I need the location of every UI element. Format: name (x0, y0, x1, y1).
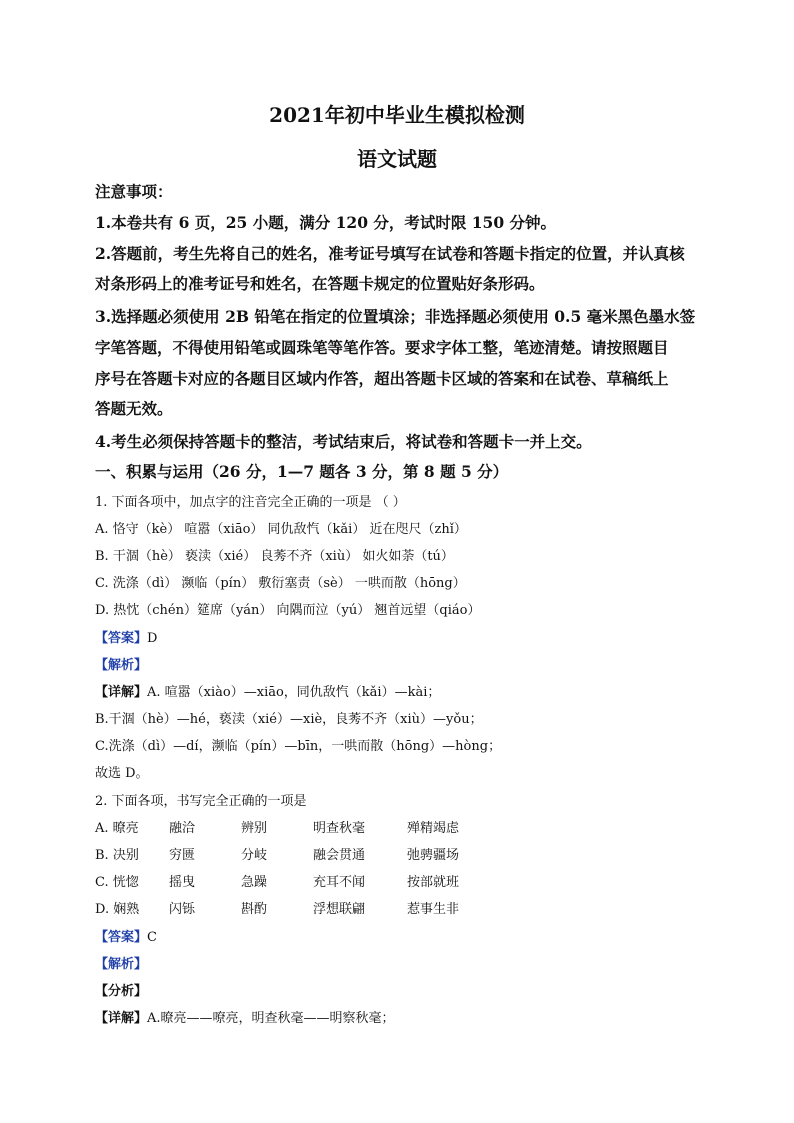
q1-detail-2: B.干涸（hè）—hé，亵渎（xié）—xiè，良莠不齐（xiù）—yǒu； (95, 712, 483, 727)
note-2-line-1: 2.答题前，考生先将自己的姓名，准考证号填写在试卷和答题卡指定的位置，并认真核 (95, 244, 685, 263)
answer-value: C (147, 930, 157, 945)
page-subtitle: 语文试题 (357, 147, 437, 171)
q2-analysis-label: 【解析】 (95, 957, 148, 972)
q1-analysis-label: 【解析】 (95, 658, 148, 673)
q1-option-b: B. 干涸（hè） 亵渎（xié） 良莠不齐（xiù） 如火如荼（tú） (95, 549, 454, 564)
q1-stem: 1. 下面各项中，加点字的注音完全正确的一项是 （ ） (95, 495, 406, 510)
detail-label: 【详解】 (95, 1011, 148, 1026)
q1-detail-3: C.洗涤（dì）—dí，濒临（pín）—bīn，一哄而散（hōng）—hòng； (95, 739, 502, 754)
q2-detail-1 (95, 1007, 395, 1026)
detail-label: 【详解】 (95, 685, 148, 700)
note-3-line-1: 3.选择题必须使用 2B 铅笔在指定的位置填涂；非选择题必须使用 0.5 毫米黑色墨水签 (95, 307, 696, 326)
note-3-line-2: 字笔答题，不得使用铅笔或圆珠笔等笔作答。要求字体工整，笔迹清楚。请按照题目 (95, 338, 669, 357)
q2-option-b: B. 决别 穷匮 分岐 融会贯通 弛骋疆场 (95, 848, 460, 863)
note-1: 1.本卷共有 6 页，25 小题，满分 120 分，考试时限 150 分钟。 (95, 213, 557, 232)
page-title: 2021年初中毕业生模拟检测 (269, 103, 525, 127)
notes-heading: 注意事项： (95, 182, 173, 201)
detail-text: A.暸亮——嘹亮，明查秋毫——明察秋毫； (147, 1011, 395, 1026)
q1-detail-1 (95, 681, 440, 700)
note-2-line-2: 对条形码上的准考证号和姓名，在答题卡规定的位置贴好条形码。 (95, 274, 545, 293)
detail-text: A. 喧嚣（xiào）—xiāo，同仇敌忾（kǎi）—kài； (147, 685, 441, 700)
q1-answer (95, 627, 157, 646)
answer-label: 【答案】 (95, 930, 148, 945)
q2-option-a: A. 暸亮 融洽 辨别 明查秋毫 殚精竭虑 (95, 821, 460, 836)
answer-value: D (147, 631, 158, 646)
q2-option-c: C. 恍惚 摇曳 急躁 充耳不闻 按部就班 (95, 875, 460, 890)
q1-conclusion: 故选 D。 (95, 766, 149, 781)
note-3-line-4: 答题无效。 (95, 399, 173, 418)
q2-answer (95, 926, 157, 945)
q2-stem: 2. 下面各项，书写完全正确的一项是 (95, 794, 307, 809)
note-4: 4.考生必须保持答题卡的整洁，考试结束后，将试卷和答题卡一并上交。 (95, 432, 592, 451)
q2-option-d: D. 娴熟 闪铄 斟酌 浮想联翩 惹事生非 (95, 902, 460, 917)
q1-option-c: C. 洗涤（dì） 濒临（pín） 敷衍塞责（sè） 一哄而散（hōng） (95, 576, 466, 591)
q1-option-d: D. 热忱（chén）筵席（yán） 向隅而泣（yú） 翘首远望（qiáo） (95, 603, 481, 618)
section-1-heading: 一、积累与运用（26 分，1—7 题各 3 分，第 8 题 5 分） (95, 462, 509, 481)
q2-fenxi-label: 【分析】 (95, 984, 148, 999)
q1-option-a: A. 恪守（kè） 喧嚣（xiāo） 同仇敌忾（kǎi） 近在咫尺（zhǐ） (95, 522, 467, 537)
answer-label: 【答案】 (95, 631, 148, 646)
note-3-line-3: 序号在答题卡对应的各题目区域内作答，超出答题卡区域的答案和在试卷、草稿纸上 (95, 369, 669, 388)
